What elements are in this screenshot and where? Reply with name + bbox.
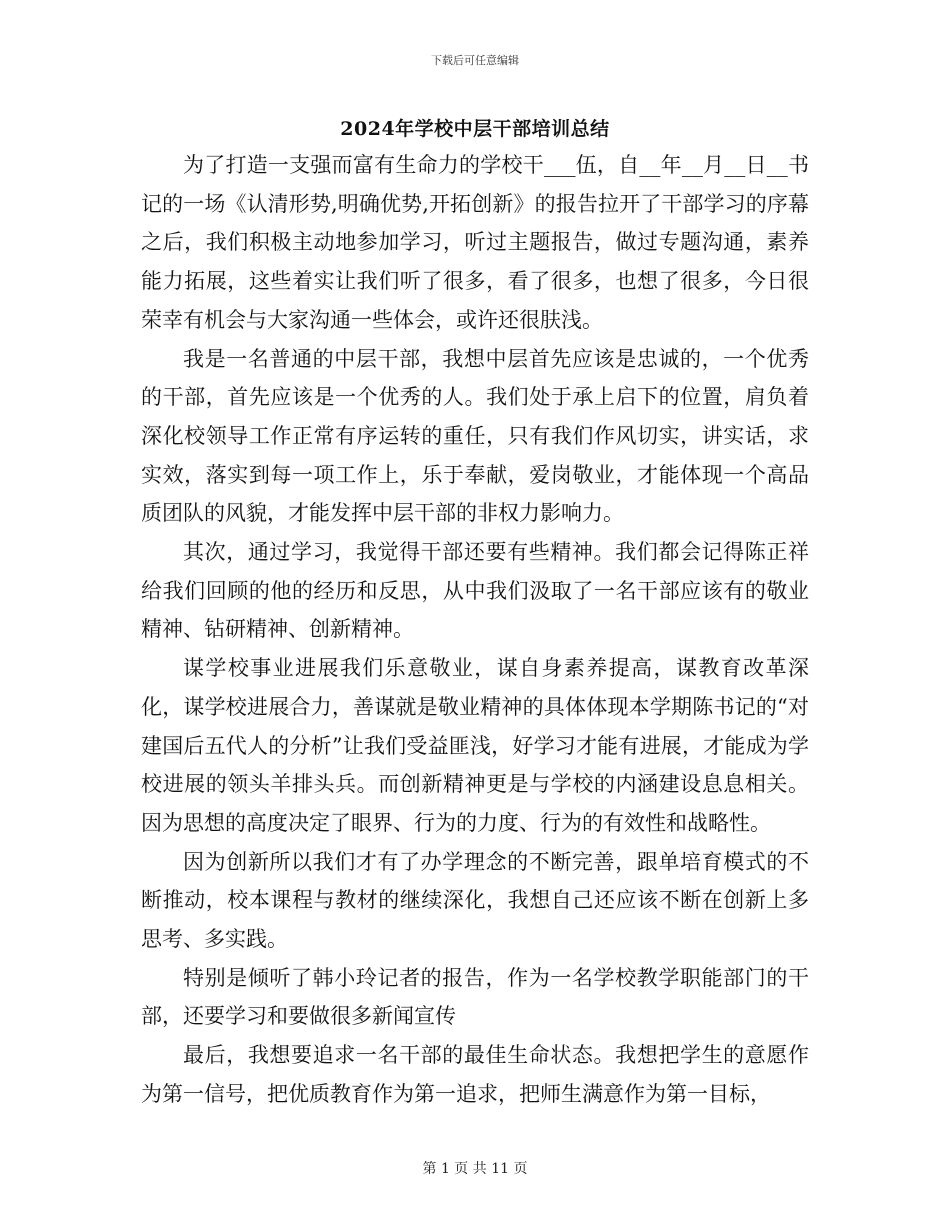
header-note: 下载后可任意编辑 <box>431 54 519 67</box>
paragraph: 因为创新所以我们才有了办学理念的不断完善，跟单培育模式的不断推动，校本课程与教材的继续深化，我想自己还应该不断在创新上多思考、多实践。 <box>141 849 809 952</box>
document-body <box>141 146 809 1114</box>
document-title: 2024年学校中层干部培训总结 <box>340 118 610 140</box>
paragraph: 最后，我想要追求一名干部的最佳生命状态。我想把学生的意愿作为第一信号，把优质教育作为第一追求，把师生满意作为第一目标， <box>141 1043 809 1106</box>
paragraph: 为了打造一支强而富有生命力的学校干___伍，自__年__月__日__书记的一场《认清形势,明确优势,开拓创新》的报告拉开了干部学习的序幕之后，我们积极主动地参加学习，听过主题报告，做过专题沟通，素养能力拓展，这些着实让我们听了很多，看了很多，也想了很多，今日很荣幸有机会与大家沟通一些体会，或许还很肤浅。 <box>141 153 809 332</box>
paragraph: 特别是倾听了韩小玲记者的报告，作为一名学校教学职能部门的干部，还要学习和要做很多新闻宣传 <box>141 965 809 1029</box>
paragraph: 谋学校事业进展我们乐意敬业，谋自身素养提高，谋教育改革深化，谋学校进展合力，善谋就是敬业精神的具体体现本学期陈书记的“对建国后五代人的分析”让我们受益匪浅，好学习才能有进展，才能成为学校进展的领头羊排头兵。而创新精神更是与学校的内涵建设息息相关。因为思想的高度决定了眼界、行为的力度、行为的有效性和战略性。 <box>141 656 809 835</box>
page-number: 第 1 页 共 11 页 <box>422 1161 528 1177</box>
paragraph: 其次，通过学习，我觉得干部还要有些精神。我们都会记得陈正祥给我们回顾的他的经历和反思，从中我们汲取了一名干部应该有的敬业精神、钻研精神、创新精神。 <box>141 540 809 642</box>
paragraph: 我是一名普通的中层干部，我想中层首先应该是忠诚的，一个优秀的干部，首先应该是一个优秀的人。我们处于承上启下的位置，肩负着深化校领导工作正常有序运转的重任，只有我们作风切实，讲实话，求实效，落实到每一项工作上，乐于奉献，爱岗敬业，才能体现一个高品质团队的风貌，才能发挥中层干部的非权力影响力。 <box>141 346 809 526</box>
